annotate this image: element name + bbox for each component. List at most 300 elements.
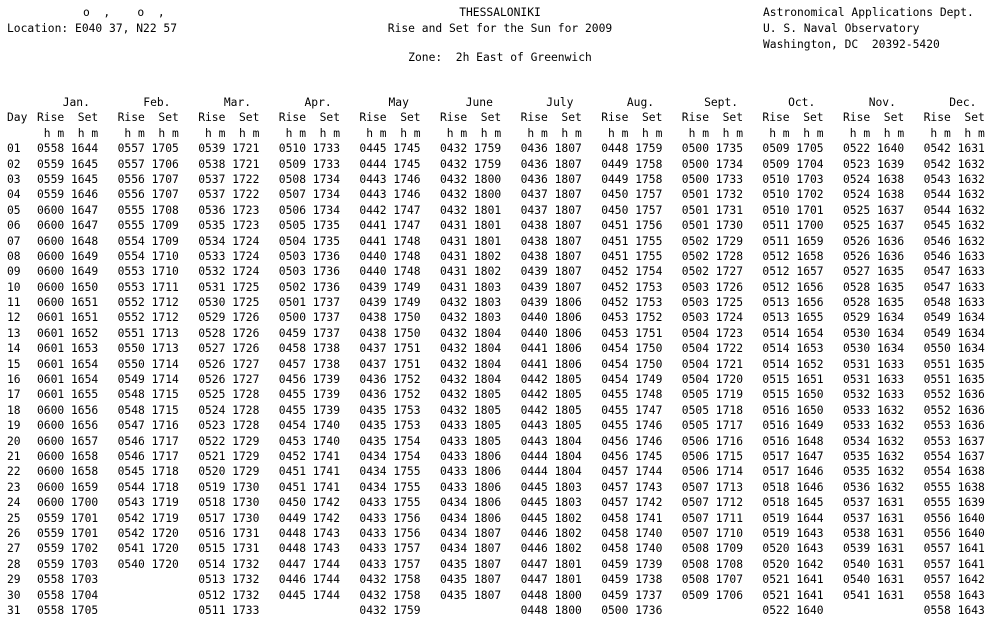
table-row xyxy=(7,387,1000,402)
rise-set-value: 0432 1804 xyxy=(440,326,502,340)
table-row xyxy=(7,141,1000,156)
rise-set-label: Rise Set xyxy=(37,111,99,125)
rise-set-value: 0601 1654 xyxy=(37,373,99,387)
rise-set-value: 0506 1715 xyxy=(681,449,744,463)
rise-set-value: 0535 1632 xyxy=(843,449,905,463)
rise-set-value: 0432 1759 xyxy=(359,603,421,617)
rise-set-value: 0528 1635 xyxy=(843,296,905,310)
hm-label: h m h m xyxy=(762,126,824,140)
table-row xyxy=(7,495,1000,510)
rise-set-value: 0455 1739 xyxy=(278,403,341,417)
rise-set-value: 0505 1735 xyxy=(278,219,341,233)
rise-set-value: 0559 1701 xyxy=(37,511,99,525)
rise-set-value: 0445 1744 xyxy=(278,588,341,602)
rise-set-value: 0551 1635 xyxy=(923,373,985,387)
rise-set-value: 0506 1716 xyxy=(681,434,744,448)
rise-set-value: 0510 1703 xyxy=(762,172,824,186)
rise-set-value: 0439 1749 xyxy=(359,280,421,294)
rise-set-value: 0528 1635 xyxy=(843,280,905,294)
day-number: 14 xyxy=(7,342,21,356)
rise-set-value: 0505 1717 xyxy=(681,419,744,433)
rise-set-value: 0507 1711 xyxy=(681,511,744,525)
rise-set-value: 0557 1642 xyxy=(923,573,985,587)
rise-set-value: 0438 1750 xyxy=(359,326,421,340)
rise-set-value: 0439 1807 xyxy=(520,265,582,279)
rise-set-value: 0553 1637 xyxy=(923,434,985,448)
rise-set-label: Rise Set xyxy=(923,111,985,125)
rise-set-value: 0440 1806 xyxy=(520,311,582,325)
rise-set-value: 0448 1759 xyxy=(601,142,663,156)
month-label: Apr. xyxy=(304,96,332,109)
month-label: July xyxy=(546,96,574,109)
rise-set-label: Rise Set xyxy=(520,111,582,125)
rise-set-value: 0511 1700 xyxy=(762,219,824,233)
rise-set-value: 0513 1656 xyxy=(762,296,824,310)
table-row xyxy=(7,541,1000,556)
hm-label: h m h m xyxy=(520,126,582,140)
rise-set-value: 0518 1730 xyxy=(198,496,260,510)
rise-set-value: 0534 1632 xyxy=(843,434,905,448)
rise-set-value: 0533 1632 xyxy=(843,403,905,417)
rise-set-value: 0443 1746 xyxy=(359,188,421,202)
day-label: Day xyxy=(7,111,28,125)
rise-set-value: 0559 1703 xyxy=(37,557,99,571)
rise-set-value: 0459 1737 xyxy=(278,326,341,340)
rise-set-value: 0448 1800 xyxy=(520,603,582,617)
rise-set-value: 0459 1737 xyxy=(601,588,663,602)
day-number: 10 xyxy=(7,280,21,294)
rise-set-value: 0558 1643 xyxy=(923,603,985,617)
table-row xyxy=(7,557,1000,572)
day-number: 01 xyxy=(7,142,21,156)
rise-set-value: 0517 1646 xyxy=(762,465,824,479)
rise-set-value: 0525 1728 xyxy=(198,388,260,402)
rise-set-value: 0509 1706 xyxy=(681,588,744,602)
rise-set-value: 0540 1631 xyxy=(843,557,905,571)
rise-set-value: 0539 1631 xyxy=(843,542,905,556)
rise-set-value: 0435 1753 xyxy=(359,419,421,433)
rise-set-value: 0456 1746 xyxy=(601,434,663,448)
month-label: June xyxy=(465,96,493,109)
rise-set-value: 0459 1738 xyxy=(601,573,663,587)
rise-set-value: 0431 1801 xyxy=(440,219,502,233)
rise-set-value: 0457 1738 xyxy=(278,357,341,371)
day-number: 28 xyxy=(7,557,21,571)
table-row xyxy=(7,588,1000,603)
rise-set-value: 0501 1737 xyxy=(278,296,341,310)
rise-set-value: 0538 1631 xyxy=(843,526,905,540)
rise-set-value: 0525 1637 xyxy=(843,203,905,217)
rise-set-value: 0435 1807 xyxy=(440,557,502,571)
rise-set-value: 0552 1636 xyxy=(923,403,985,417)
rise-set-value: 0551 1713 xyxy=(117,326,179,340)
rise-set-value: 0436 1807 xyxy=(520,157,582,171)
rise-set-value: 0442 1805 xyxy=(520,373,582,387)
rise-set-value: 0439 1806 xyxy=(520,296,582,310)
rise-set-value: 0432 1801 xyxy=(440,203,502,217)
rise-set-value: 0434 1806 xyxy=(440,496,502,510)
rise-set-value: 0443 1746 xyxy=(359,172,421,186)
day-number: 17 xyxy=(7,388,21,402)
rise-set-value: 0445 1803 xyxy=(520,496,582,510)
day-number: 22 xyxy=(7,465,21,479)
rise-set-value: 0451 1755 xyxy=(601,249,663,263)
rise-set-value: 0500 1735 xyxy=(681,142,744,156)
rise-set-value: 0448 1743 xyxy=(278,542,341,556)
rise-set-value: 0507 1734 xyxy=(278,188,341,202)
rise-set-value: 0458 1738 xyxy=(278,342,341,356)
month-label: May xyxy=(388,96,409,109)
rise-set-value: 0441 1806 xyxy=(520,342,582,356)
rise-set-value: 0544 1632 xyxy=(923,203,985,217)
rise-set-value: 0506 1734 xyxy=(278,203,341,217)
rise-set-label: Rise Set xyxy=(601,111,663,125)
rise-set-value: 0435 1753 xyxy=(359,403,421,417)
rise-set-value: 0601 1653 xyxy=(37,342,99,356)
rise-set-value: 0520 1643 xyxy=(762,542,824,556)
rise-set-value: 0517 1730 xyxy=(198,511,260,525)
rise-set-value: 0505 1719 xyxy=(681,388,744,402)
rise-set-value: 0502 1727 xyxy=(681,265,744,279)
rise-set-value: 0537 1722 xyxy=(198,188,260,202)
table-row xyxy=(7,157,1000,172)
table-row xyxy=(7,249,1000,264)
rise-set-value: 0516 1649 xyxy=(762,419,824,433)
rise-set-value: 0531 1725 xyxy=(198,280,260,294)
day-number: 29 xyxy=(7,573,21,587)
rise-set-value: 0435 1807 xyxy=(440,573,502,587)
rise-set-value: 0550 1714 xyxy=(117,357,179,371)
rise-set-value: 0600 1657 xyxy=(37,434,99,448)
rise-set-value: 0508 1709 xyxy=(681,542,744,556)
rise-set-value: 0503 1736 xyxy=(278,249,341,263)
rise-set-value: 0434 1806 xyxy=(440,511,502,525)
rise-set-value: 0540 1720 xyxy=(117,557,179,571)
rise-set-value: 0502 1728 xyxy=(681,249,744,263)
rise-set-label: Rise Set xyxy=(681,111,744,125)
rise-set-value: 0556 1640 xyxy=(923,511,985,525)
rise-set-value: 0548 1715 xyxy=(117,388,179,402)
table-row xyxy=(7,203,1000,218)
rise-set-value: 0437 1751 xyxy=(359,342,421,356)
rise-set-value: 0431 1802 xyxy=(440,265,502,279)
rise-set-value: 0453 1752 xyxy=(601,311,663,325)
rise-set-value: 0437 1807 xyxy=(520,188,582,202)
table-row xyxy=(7,218,1000,233)
hm-label: h m h m xyxy=(923,126,985,140)
rise-set-value: 0514 1654 xyxy=(762,326,824,340)
day-number: 07 xyxy=(7,234,21,248)
rise-set-value: 0432 1758 xyxy=(359,588,421,602)
rise-set-value: 0500 1737 xyxy=(278,311,341,325)
rise-set-value: 0509 1705 xyxy=(762,142,824,156)
rise-set-value: 0434 1807 xyxy=(440,526,502,540)
day-number: 27 xyxy=(7,542,21,556)
day-number: 20 xyxy=(7,434,21,448)
rise-set-label: Rise Set xyxy=(359,111,421,125)
rise-set-value: 0446 1802 xyxy=(520,542,582,556)
day-number: 06 xyxy=(7,219,21,233)
rise-set-value: 0458 1741 xyxy=(601,511,663,525)
rise-set-value: 0601 1651 xyxy=(37,311,99,325)
rise-set-value: 0535 1723 xyxy=(198,219,260,233)
rise-set-value: 0510 1702 xyxy=(762,188,824,202)
rise-set-value: 0455 1747 xyxy=(601,403,663,417)
rise-set-value: 0502 1736 xyxy=(278,280,341,294)
rise-set-table xyxy=(7,95,1000,618)
table-row xyxy=(7,234,1000,249)
rise-set-value: 0506 1714 xyxy=(681,465,744,479)
rise-set-value: 0442 1805 xyxy=(520,388,582,402)
rise-set-value: 0557 1641 xyxy=(923,542,985,556)
day-number: 31 xyxy=(7,603,21,617)
rise-set-value: 0539 1721 xyxy=(198,142,260,156)
rise-set-value: 0432 1759 xyxy=(440,157,502,171)
rise-set-value: 0543 1632 xyxy=(923,172,985,186)
org-text: U. S. Naval Observatory xyxy=(763,22,920,35)
rise-set-value: 0437 1807 xyxy=(520,203,582,217)
day-number: 26 xyxy=(7,526,21,540)
rise-set-value: 0508 1734 xyxy=(278,172,341,186)
rise-set-value: 0518 1645 xyxy=(762,496,824,510)
month-label: Oct. xyxy=(788,96,816,109)
day-number: 13 xyxy=(7,326,21,340)
rise-set-value: 0458 1740 xyxy=(601,526,663,540)
rise-set-value: 0544 1718 xyxy=(117,480,179,494)
hm-label: h m h m xyxy=(37,126,99,140)
table-row xyxy=(7,480,1000,495)
rise-set-value: 0452 1741 xyxy=(278,449,341,463)
rise-set-value: 0454 1749 xyxy=(601,373,663,387)
rise-set-value: 0547 1716 xyxy=(117,419,179,433)
rise-set-value: 0520 1729 xyxy=(198,465,260,479)
rise-set-value: 0454 1740 xyxy=(278,419,341,433)
rise-set-value: 0552 1712 xyxy=(117,296,179,310)
hm-label: h m h m xyxy=(440,126,502,140)
rise-set-value: 0544 1632 xyxy=(923,188,985,202)
rise-set-value: 0536 1723 xyxy=(198,203,260,217)
rise-set-value: 0600 1658 xyxy=(37,465,99,479)
day-number: 25 xyxy=(7,511,21,525)
rise-set-value: 0432 1804 xyxy=(440,357,502,371)
rise-set-value: 0501 1732 xyxy=(681,188,744,202)
rise-set-value: 0432 1758 xyxy=(359,573,421,587)
day-number: 15 xyxy=(7,357,21,371)
rise-set-value: 0526 1636 xyxy=(843,234,905,248)
rise-set-value: 0435 1754 xyxy=(359,434,421,448)
day-number: 02 xyxy=(7,157,21,171)
table-row xyxy=(7,434,1000,449)
rise-set-value: 0443 1805 xyxy=(520,419,582,433)
rise-set-value: 0439 1807 xyxy=(520,280,582,294)
rise-set-value: 0432 1800 xyxy=(440,172,502,186)
hm-label: h m h m xyxy=(117,126,179,140)
rise-set-value: 0517 1647 xyxy=(762,449,824,463)
rise-set-value: 0507 1710 xyxy=(681,526,744,540)
rise-set-value: 0432 1805 xyxy=(440,403,502,417)
rise-set-label: Rise Set xyxy=(762,111,824,125)
rise-set-value: 0432 1800 xyxy=(440,188,502,202)
rise-set-value: 0431 1802 xyxy=(440,249,502,263)
rise-set-value: 0440 1748 xyxy=(359,265,421,279)
rise-set-label: Rise Set xyxy=(843,111,905,125)
table-row xyxy=(7,172,1000,187)
rise-set-value: 0524 1638 xyxy=(843,172,905,186)
rise-set-value: 0522 1729 xyxy=(198,434,260,448)
rise-set-value: 0432 1804 xyxy=(440,373,502,387)
rise-set-value: 0542 1720 xyxy=(117,526,179,540)
rise-set-value: 0600 1647 xyxy=(37,219,99,233)
rise-set-value: 0436 1807 xyxy=(520,172,582,186)
rise-set-value: 0512 1657 xyxy=(762,265,824,279)
rise-set-value: 0448 1743 xyxy=(278,526,341,540)
rise-set-value: 0454 1750 xyxy=(601,357,663,371)
rise-set-value: 0546 1717 xyxy=(117,449,179,463)
rise-set-value: 0444 1804 xyxy=(520,449,582,463)
table-row xyxy=(7,295,1000,310)
table-row xyxy=(7,449,1000,464)
rise-set-value: 0523 1728 xyxy=(198,419,260,433)
rise-set-value: 0515 1731 xyxy=(198,542,260,556)
rise-set-value: 0451 1741 xyxy=(278,465,341,479)
rise-set-value: 0559 1701 xyxy=(37,526,99,540)
rise-set-value: 0433 1805 xyxy=(440,434,502,448)
rise-set-value: 0503 1736 xyxy=(278,265,341,279)
rise-set-value: 0553 1711 xyxy=(117,280,179,294)
rise-set-value: 0556 1707 xyxy=(117,188,179,202)
degree-marks: o , o , xyxy=(83,6,165,19)
rise-set-value: 0542 1632 xyxy=(923,157,985,171)
table-row xyxy=(7,603,1000,618)
rise-set-value: 0555 1708 xyxy=(117,203,179,217)
rise-set-value: 0559 1645 xyxy=(37,172,99,186)
rise-set-value: 0439 1749 xyxy=(359,296,421,310)
rise-set-value: 0514 1732 xyxy=(198,557,260,571)
zone-text: Zone: 2h East of Greenwich xyxy=(408,51,592,64)
day-number: 24 xyxy=(7,496,21,510)
rise-set-value: 0446 1744 xyxy=(278,573,341,587)
rise-set-value: 0458 1740 xyxy=(601,542,663,556)
rise-set-value: 0508 1707 xyxy=(681,573,744,587)
rise-set-value: 0550 1634 xyxy=(923,342,985,356)
rise-set-value: 0447 1801 xyxy=(520,573,582,587)
rise-set-value: 0557 1706 xyxy=(117,157,179,171)
month-header-row xyxy=(7,95,1000,110)
rise-set-value: 0459 1739 xyxy=(601,557,663,571)
rise-set-value: 0540 1631 xyxy=(843,573,905,587)
rise-set-value: 0447 1744 xyxy=(278,557,341,571)
rise-set-value: 0438 1750 xyxy=(359,311,421,325)
rise-set-value: 0536 1632 xyxy=(843,480,905,494)
rise-set-value: 0444 1745 xyxy=(359,157,421,171)
rise-set-value: 0457 1742 xyxy=(601,496,663,510)
rise-set-value: 0512 1656 xyxy=(762,280,824,294)
rise-set-value: 0437 1751 xyxy=(359,357,421,371)
rise-set-value: 0553 1636 xyxy=(923,419,985,433)
rise-set-value: 0501 1731 xyxy=(681,203,744,217)
rise-set-value: 0555 1709 xyxy=(117,219,179,233)
rise-set-value: 0448 1800 xyxy=(520,588,582,602)
location-text: Location: E040 37, N22 57 xyxy=(7,22,178,35)
day-number: 05 xyxy=(7,203,21,217)
rise-set-value: 0554 1710 xyxy=(117,249,179,263)
rise-set-value: 0558 1643 xyxy=(923,588,985,602)
table-row xyxy=(7,264,1000,279)
rise-set-value: 0537 1722 xyxy=(198,172,260,186)
day-number: 04 xyxy=(7,188,21,202)
rise-set-value: 0600 1659 xyxy=(37,480,99,494)
rise-set-value: 0519 1643 xyxy=(762,526,824,540)
table-row xyxy=(7,310,1000,325)
rise-set-value: 0438 1807 xyxy=(520,219,582,233)
rise-set-value: 0500 1733 xyxy=(681,172,744,186)
rise-set-value: 0436 1752 xyxy=(359,373,421,387)
table-row xyxy=(7,526,1000,541)
rise-set-value: 0432 1759 xyxy=(440,142,502,156)
rise-set-value: 0505 1718 xyxy=(681,403,744,417)
rise-set-value: 0509 1733 xyxy=(278,157,341,171)
rise-set-value: 0431 1801 xyxy=(440,234,502,248)
rise-set-value: 0538 1721 xyxy=(198,157,260,171)
rise-set-value: 0548 1715 xyxy=(117,403,179,417)
day-number: 03 xyxy=(7,172,21,186)
rise-set-value: 0513 1732 xyxy=(198,573,260,587)
rise-set-value: 0556 1707 xyxy=(117,172,179,186)
hm-label: h m h m xyxy=(601,126,663,140)
rise-set-value: 0549 1634 xyxy=(923,311,985,325)
rise-set-value: 0515 1651 xyxy=(762,373,824,387)
day-number: 11 xyxy=(7,296,21,310)
rise-set-value: 0558 1705 xyxy=(37,603,99,617)
rise-set-value: 0433 1756 xyxy=(359,511,421,525)
rise-set-value: 0510 1733 xyxy=(278,142,341,156)
rise-set-value: 0531 1633 xyxy=(843,373,905,387)
rise-set-value: 0546 1633 xyxy=(923,249,985,263)
rise-set-value: 0533 1724 xyxy=(198,249,260,263)
hm-label: h m h m xyxy=(681,126,744,140)
rise-set-value: 0550 1713 xyxy=(117,342,179,356)
rise-set-value: 0441 1747 xyxy=(359,219,421,233)
rise-set-value: 0600 1650 xyxy=(37,280,99,294)
day-number: 08 xyxy=(7,249,21,263)
rise-set-value: 0504 1720 xyxy=(681,373,744,387)
hm-label: h m h m xyxy=(198,126,260,140)
rise-set-value: 0443 1804 xyxy=(520,434,582,448)
rise-set-value: 0438 1807 xyxy=(520,249,582,263)
rise-set-value: 0433 1757 xyxy=(359,542,421,556)
rise-set-value: 0549 1634 xyxy=(923,326,985,340)
rise-set-value: 0555 1638 xyxy=(923,480,985,494)
rise-set-value: 0558 1704 xyxy=(37,588,99,602)
rise-set-value: 0436 1807 xyxy=(520,142,582,156)
rise-set-value: 0549 1714 xyxy=(117,373,179,387)
rise-set-value: 0512 1732 xyxy=(198,588,260,602)
day-number: 21 xyxy=(7,449,21,463)
rise-set-value: 0433 1757 xyxy=(359,557,421,571)
rise-set-value: 0436 1752 xyxy=(359,388,421,402)
rise-set-value: 0508 1708 xyxy=(681,557,744,571)
rise-set-value: 0552 1636 xyxy=(923,388,985,402)
rise-set-value: 0522 1640 xyxy=(843,142,905,156)
rise-set-value: 0518 1646 xyxy=(762,480,824,494)
rise-set-value: 0554 1709 xyxy=(117,234,179,248)
table-row xyxy=(7,280,1000,295)
rise-set-value: 0432 1805 xyxy=(440,388,502,402)
rise-set-value: 0501 1730 xyxy=(681,219,744,233)
table-row xyxy=(7,464,1000,479)
rise-set-value: 0600 1656 xyxy=(37,419,99,433)
rise-set-value: 0509 1704 xyxy=(762,157,824,171)
